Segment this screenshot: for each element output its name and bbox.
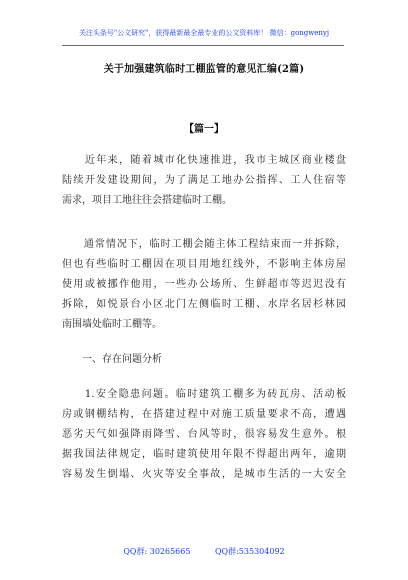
paragraph-2	[62, 235, 346, 335]
header-divider	[62, 45, 344, 46]
paragraph-line: 拆除，如悦景台小区北门左侧临时工棚、水岸名居杉林园	[62, 299, 346, 310]
paragraph-line: 恶劣天气如强降雨降雪、台风等时，很容易发生意外。根	[62, 429, 346, 440]
document-title: 关于加强建筑临时工棚监管的意见汇编(2篇)	[103, 64, 305, 75]
footer-contact	[0, 546, 408, 557]
paragraph-line: 陆续开发建设期间，为了满足工地办公指挥、工人住宿等	[62, 175, 346, 186]
paragraph-line: 需求，项目工地往往会搭建临时工棚。	[62, 195, 232, 206]
paragraph-line: 南围墙处临时工棚等。	[62, 319, 162, 330]
paragraph-line: 一、存在问题分析	[62, 354, 162, 365]
paragraph-line: 近年来，随着城市化快速推进，我市主城区商业楼盘	[62, 155, 346, 166]
paragraph-3	[62, 385, 346, 485]
section-heading: 【篇一】	[184, 124, 224, 135]
paragraph-line: 房或钢棚结构，在搭建过程中对施工质量要求不高，遭遇	[62, 409, 346, 420]
paragraph-line: 据我国法律规定，临时建筑使用年限不得超出两年，逾期	[62, 449, 346, 460]
paragraph-line: 但也有些临时工棚因在项目用地红线外，不影响主体房屋	[62, 259, 346, 270]
paragraph-line: 1.安全隐患问题。临时建筑工棚多为砖瓦房、活动板	[62, 389, 346, 400]
paragraph-line: 使用或被挪作他用，一些办公场所、生鲜超市等迟迟没有	[62, 279, 346, 290]
paragraph-line: 容易发生倒塌、火灾等安全事故，是城市生活的一大安全	[62, 469, 346, 480]
footer-qq-group-1: QQ群: 30265665	[123, 547, 191, 556]
paragraph-1	[62, 151, 346, 211]
subheading-problem-analysis	[62, 350, 346, 370]
paragraph-line: 通常情况下，临时工棚会随主体工程结束而一并拆除，	[62, 239, 346, 250]
footer-qq-group-2: QQ群:535304092	[215, 547, 285, 556]
header-promo-note: 关注头条号"公文研究"，获得最新最全最专业的公文资料库！ 微信：gongwenyj	[78, 29, 330, 37]
